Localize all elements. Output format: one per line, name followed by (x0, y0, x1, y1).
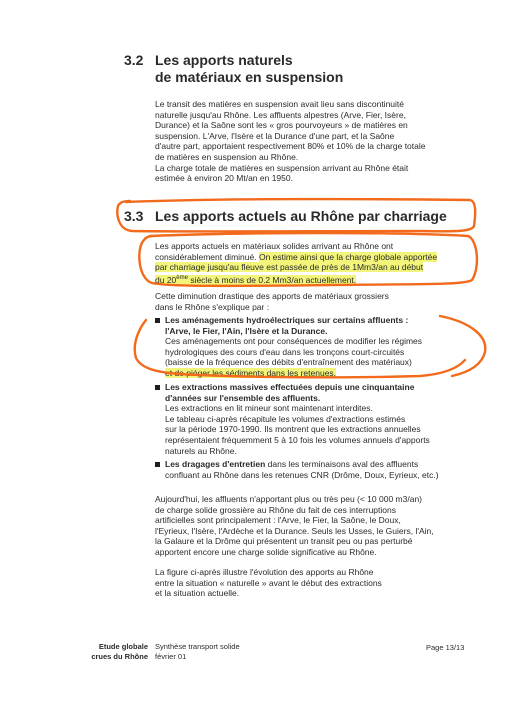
highlighted-text (155, 275, 356, 285)
text-line: entre la situation « naturelle » avant le début des extractions (155, 577, 382, 588)
text-line: estimée à environ 20 Mt/an en 1950. (155, 173, 293, 184)
text-line: de matières en suspension au Rhône. (155, 151, 299, 162)
text-line: (baisse de la fréquence des débits d'entraînement des matériaux) (165, 357, 412, 368)
text-line: suspension. L'Arve, l'Isère et la Durance d'une part, et la Saône (155, 130, 395, 141)
text-line: La charge totale de matières en suspension arrivant au Rhône était (155, 162, 409, 173)
text-line: naturelle jusqu'au Rhône. Les affluents alpestres (Arve, Fier, Isère, (155, 109, 406, 120)
bullet-hydroelectric (165, 315, 465, 379)
text-line: Le tableau ci-après récapitule les volumes d'extractions estimés (165, 413, 406, 424)
text-line: Cette diminution drastique des apports de matériaux grossiers (155, 291, 389, 301)
paragraph-figure-note (155, 567, 465, 599)
text-line: apportent encore une charge solide significative au Rhône. (155, 546, 377, 557)
text-line: d'années sur l'ensemble des affluents. (165, 392, 321, 403)
section-title-3-2-line1: Les apports naturels (155, 52, 293, 68)
text-line (165, 459, 465, 470)
text-line: Les extractions massives effectuées depuis une cinquantaine (165, 382, 415, 392)
text-line: Durance) et la Saône sont les « gros pourvoyeurs » de matières en (155, 120, 408, 131)
text-line (155, 262, 465, 273)
highlighted-text: par charriage jusqu'au fleuve est passée de près de 1Mm3/an au début (155, 262, 424, 273)
bullet-square-icon (155, 462, 160, 467)
paragraph-intro (155, 241, 465, 285)
text-line: et la situation actuelle. (155, 588, 240, 599)
text-line: d'autre part, apportaient respectivement 80% et 10% de la charge totale (155, 141, 426, 152)
bullet-square-icon (155, 318, 160, 323)
text-line: Synthèse transport solide (155, 642, 240, 651)
text-line: l'Eyrieux, l'Isère, l'Ardèche et la Durance. Seuls les Usses, le Guiers, l'Ain, (155, 525, 434, 536)
section-title-3-2 (155, 52, 343, 86)
text-line (155, 273, 465, 285)
text-span: considérablement diminué. (155, 251, 259, 262)
text-line: Les extractions en lit mineur sont maintenant interdites. (165, 403, 373, 414)
footer-document-name (155, 642, 240, 661)
text-line: Les aménagements hydroélectriques sur certains affluents : (165, 315, 409, 325)
text-line: crues du Rhône (91, 651, 148, 661)
text-line: Le transit des matières en suspension avait lieu sans discontinuité (155, 99, 405, 109)
text-line: Aujourd'hui, les affluents n'apportant plus ou très peu (< 10 000 m3/an) (155, 494, 422, 504)
bullet-extractions (165, 382, 465, 456)
bullet-square-icon (155, 385, 160, 390)
text-line: Etude globale (98, 642, 148, 651)
text-span: dans les terminaisons aval des affluents (265, 459, 419, 469)
text-line: dans le Rhône s'explique par : (155, 301, 270, 312)
bold-text: Les dragages d'entretien (165, 459, 266, 469)
text-span: siècle à moins de 0.2 Mm3/an actuellement. (187, 274, 357, 285)
section-number-3-3: 3.3 (124, 208, 144, 224)
text-line: sur la période 1970-1990. Ils montrent que les extractions annuelles (165, 424, 421, 435)
highlighted-text: et de piéger les sédiments dans les retenues. (165, 367, 337, 378)
text-line: La figure ci-après illustre l'évolution des apports au Rhône (155, 567, 374, 577)
superscript: ème (176, 274, 188, 281)
section-title-3-3: Les apports actuels au Rhône par charriage (155, 208, 447, 224)
text-line (165, 368, 465, 379)
text-line: Les apports actuels en matériaux solides arrivant au Rhône ont (155, 241, 394, 251)
paragraph-causes-intro (155, 291, 465, 312)
text-line: février 01 (155, 651, 187, 661)
text-line: naturels au Rhône. (165, 445, 237, 456)
bullet-dredging (165, 459, 465, 480)
section-number-3-2: 3.2 (124, 52, 144, 68)
text-line: hydrologiques des cours d'eau dans les tronçons court-circuités (165, 346, 405, 357)
text-line: de charge solide grossière au Rhône du fait de ces interruptions (155, 504, 396, 515)
highlighted-text: On estime ainsi que la charge globale apportée (258, 251, 438, 262)
text-line: représentaient fréquemment 5 à 10 fois les volumes annuels d'apports (165, 434, 430, 445)
footer-study-name (80, 642, 148, 661)
text-line (155, 252, 465, 263)
text-span: du 20 (155, 274, 177, 285)
text-line: Ces aménagements ont pour conséquences de modifier les régimes (165, 336, 423, 347)
text-line: artificielles sont principalement : l'Arve, le Fier, la Saône, le Doux, (155, 515, 401, 526)
text-line: la Galaure et la Drôme qui présentent un transit peu ou pas perturbé (155, 536, 413, 547)
text-line: confluant au Rhône dans les retenues CNR (Drôme, Doux, Eyrieux, etc.) (165, 469, 439, 480)
paragraph-today (155, 494, 465, 558)
paragraph-suspension (155, 99, 465, 184)
section-title-3-2-line2: de matériaux en suspension (155, 69, 344, 85)
text-line: l'Arve, le Fier, l'Ain, l'Isère et la Durance. (165, 325, 328, 336)
footer-page-number: Page 13/13 (426, 643, 465, 652)
